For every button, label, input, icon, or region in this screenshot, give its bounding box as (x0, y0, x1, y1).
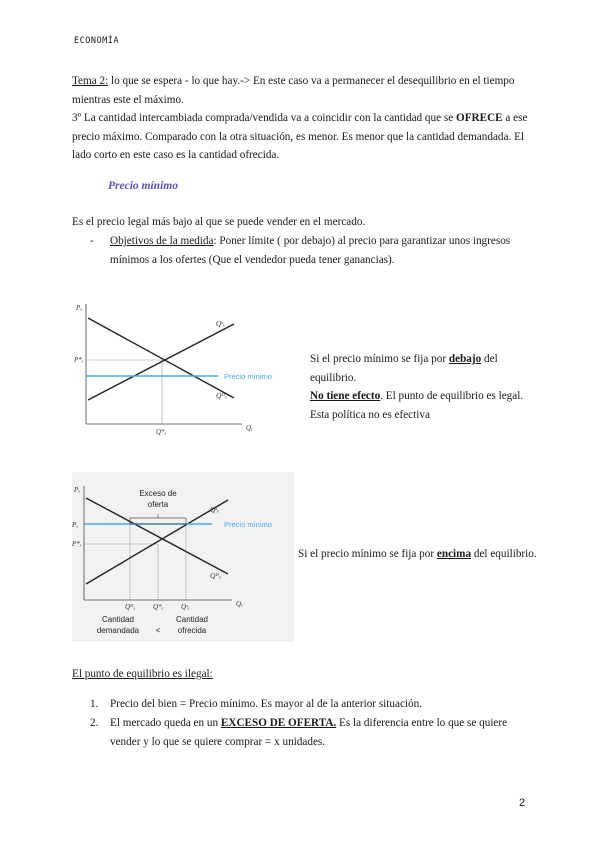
note-above (298, 545, 538, 564)
bottom-left-1: Cantidad (101, 615, 135, 624)
list2-text-a: El mercado queda en un (110, 717, 221, 729)
eq-qty-label: Q*ₓ (156, 428, 167, 436)
list-item (90, 695, 530, 713)
note1-bold2: No tiene efecto (310, 390, 381, 402)
supply-label-2: Qˢₓ (210, 505, 220, 514)
list-item-number: 1. (90, 698, 99, 710)
page-header: ECONOMÍA (74, 36, 119, 46)
objective-label: Objetivos de la medida (110, 235, 214, 247)
tema-text: lo que se espera - lo que hay.-> En este caso va a permanecer el desequilibrio en el tiempo mientras este el máximo. (72, 75, 515, 106)
bottom-lt: < (155, 626, 161, 635)
demand-label: Qᴰₓ (216, 391, 228, 400)
figure-price-floor-above (72, 472, 294, 642)
point-3-paragraph (72, 109, 532, 165)
excess-label-2: oferta (147, 500, 169, 509)
note2-b: del equilibrio. (471, 548, 537, 560)
section-title: Precio mínimo (108, 180, 178, 192)
figure1-svg (72, 296, 272, 436)
definition: Es el precio legal más bajo al que se puede vender en el mercado. (72, 216, 366, 228)
floor-price-axis-label: Pₓ (72, 521, 79, 529)
excess-label-1: Exceso de (139, 489, 177, 498)
objective-dash: - (90, 235, 94, 247)
x-axis-label: Qₓ (246, 424, 254, 432)
qs-label: Qˢₓ (181, 603, 190, 611)
figure2-svg (72, 472, 294, 642)
list2-bold: EXCESO DE OFERTA. (220, 717, 337, 729)
page-number: 2 (519, 797, 526, 809)
tema-label: Tema 2: (72, 75, 109, 87)
note2-a: Si el precio mínimo se fija por (298, 548, 437, 560)
list-item-text: Precio del bien = Precio mínimo. Es mayor al de la anterior situación. (110, 698, 423, 710)
note1-a: Si el precio mínimo se fija por (310, 353, 449, 365)
bottom-left-2: demandada (96, 626, 140, 635)
note1-bold: debajo (448, 353, 482, 365)
bottom-right-1: Cantidad (175, 615, 209, 624)
floor-price-label-2: Precio mínimo (224, 520, 272, 529)
y-axis-label-2: Pₓ (74, 486, 81, 494)
bottom-right-2: ofrecida (177, 626, 207, 635)
intro-paragraph (72, 72, 532, 109)
list-item (90, 714, 530, 752)
note1-b: del equilibrio. (310, 353, 498, 384)
list2-text-b: Es la diferencia entre lo que se quiere vender y lo que se quiere comprar = x unidades. (110, 717, 508, 748)
list-item-number: 2. (90, 717, 99, 729)
p3-text-b: a ese precio máximo. Comparado con la otra situación, es menor. Es menor que la cantidad demandada. El lado corto en este caso es la cantidad ofrecida. (72, 112, 528, 161)
p3-text-a: 3º La cantidad intercambiada comprada/vendida va a coincidir con la cantidad que se (72, 112, 456, 124)
floor-price-label: Precio mínimo (224, 372, 272, 381)
note2-bold: encima (436, 548, 472, 560)
y-axis-label: Pₓ (76, 304, 83, 312)
supply-curve (88, 324, 234, 400)
qd-label: Qᴰₓ (125, 603, 136, 611)
q-eq-label: Q*ₓ (153, 603, 164, 611)
demand-curve (88, 318, 234, 398)
note-below (310, 350, 540, 424)
x-axis-label-2: Qₓ (236, 600, 244, 608)
p3-bold: OFRECE (456, 112, 503, 124)
figure-price-floor-below (72, 296, 272, 436)
eq-price-label-2: P*ₓ (72, 540, 82, 548)
supply-label: Qˢₓ (216, 319, 226, 328)
list-item-text (110, 714, 530, 751)
demand-label-2: Qᴰₓ (210, 571, 222, 580)
objective-item (90, 232, 530, 269)
note1-c: . El punto de equilibrio es legal. Esta política no es efectiva (310, 390, 524, 421)
objective-text: : Poner límite ( por debajo) al precio para garantizar unos ingresos mínimos a los ofertes (Que el vendedor pueda tener ganancias). (110, 235, 511, 266)
eq-price-label: P*ₓ (74, 356, 84, 364)
conclusion-title: El punto de equilibrio es ilegal: (72, 668, 213, 680)
